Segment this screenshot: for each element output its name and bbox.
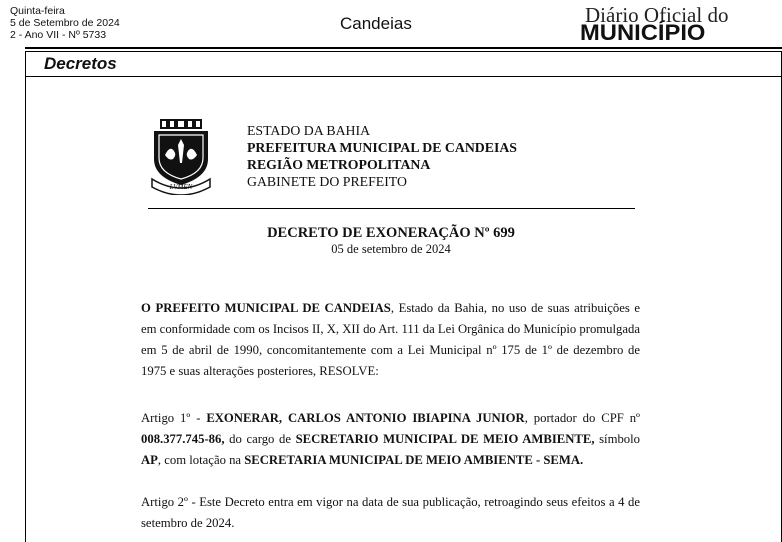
preamble-paragraph (141, 298, 640, 382)
city-name: Candeias (340, 14, 412, 33)
decree-title: DECRETO DE EXONERAÇÃO Nº 699 (267, 225, 515, 241)
article-1-prefix: Artigo 1º - (141, 411, 207, 425)
section-title: Decretos (44, 54, 117, 73)
section-divider (25, 76, 782, 77)
article-1 (141, 408, 640, 471)
article-2: Artigo 2º - Este Decreto entra em vigor na data de sua publicação, retroagindo seus efeitos a 4 de setembro de 2024. (141, 495, 640, 530)
article-1-unit: SECRETARIA MUNICIPAL DE MEIO AMBIENTE - SEMA. (244, 453, 584, 467)
government-block (247, 122, 517, 190)
coat-of-arms-icon (148, 115, 214, 195)
title-divider (148, 208, 635, 209)
article-1-text-3: símbolo (594, 432, 640, 446)
article-1-role: SECRETARIO MUNICIPAL DE MEIO AMBIENTE, (295, 432, 595, 446)
masthead-logo (578, 3, 778, 43)
office-name: GABINETE DO PREFEITO (247, 174, 407, 189)
state-name: ESTADO DA BAHIA (247, 123, 371, 138)
article-1-text-1: , portador do CPF nº (524, 411, 640, 425)
article-1-text-2: do cargo de (224, 432, 296, 446)
edition-number: 2 - Ano VII - Nº 5733 (10, 29, 107, 41)
masthead-top-text: Diário Oficial do (585, 3, 729, 27)
prefecture-name: PREFEITURA MUNICIPAL DE CANDEIAS (247, 140, 517, 155)
crest-motto: LVMEN (169, 183, 193, 191)
preamble-body: , Estado da Bahia, no uso de suas atribuições e em conformidade com os Incisos II, X, XII do Art. 111 da Lei Orgânica do Município promulgada em 5 de abril de 1990, concomitantemente com a Lei Municipal nº 175 de 1º de dezembro de 1975 e suas alterações posteriores, RESOLVE: (141, 301, 640, 378)
article-1-symbol: AP (141, 453, 158, 467)
region-name: REGIÃO METROPOLITANA (247, 157, 431, 172)
article-1-cpf: 008.377.745-86, (141, 432, 225, 446)
decree-date: 05 de setembro de 2024 (331, 242, 451, 256)
header-divider (25, 47, 782, 49)
masthead-bottom-text: MUNICÍPIO (580, 20, 706, 45)
article-1-text-4: , com lotação na (157, 453, 245, 467)
weekday: Quinta-feira (10, 5, 65, 17)
article-1-action: EXONERAR, CARLOS ANTONIO IBIAPINA JUNIOR (206, 411, 525, 425)
edition-info (10, 5, 120, 41)
issue-date: 5 de Setembro de 2024 (10, 17, 120, 29)
preamble-lead: O PREFEITO MUNICIPAL DE CANDEIAS (141, 301, 391, 315)
